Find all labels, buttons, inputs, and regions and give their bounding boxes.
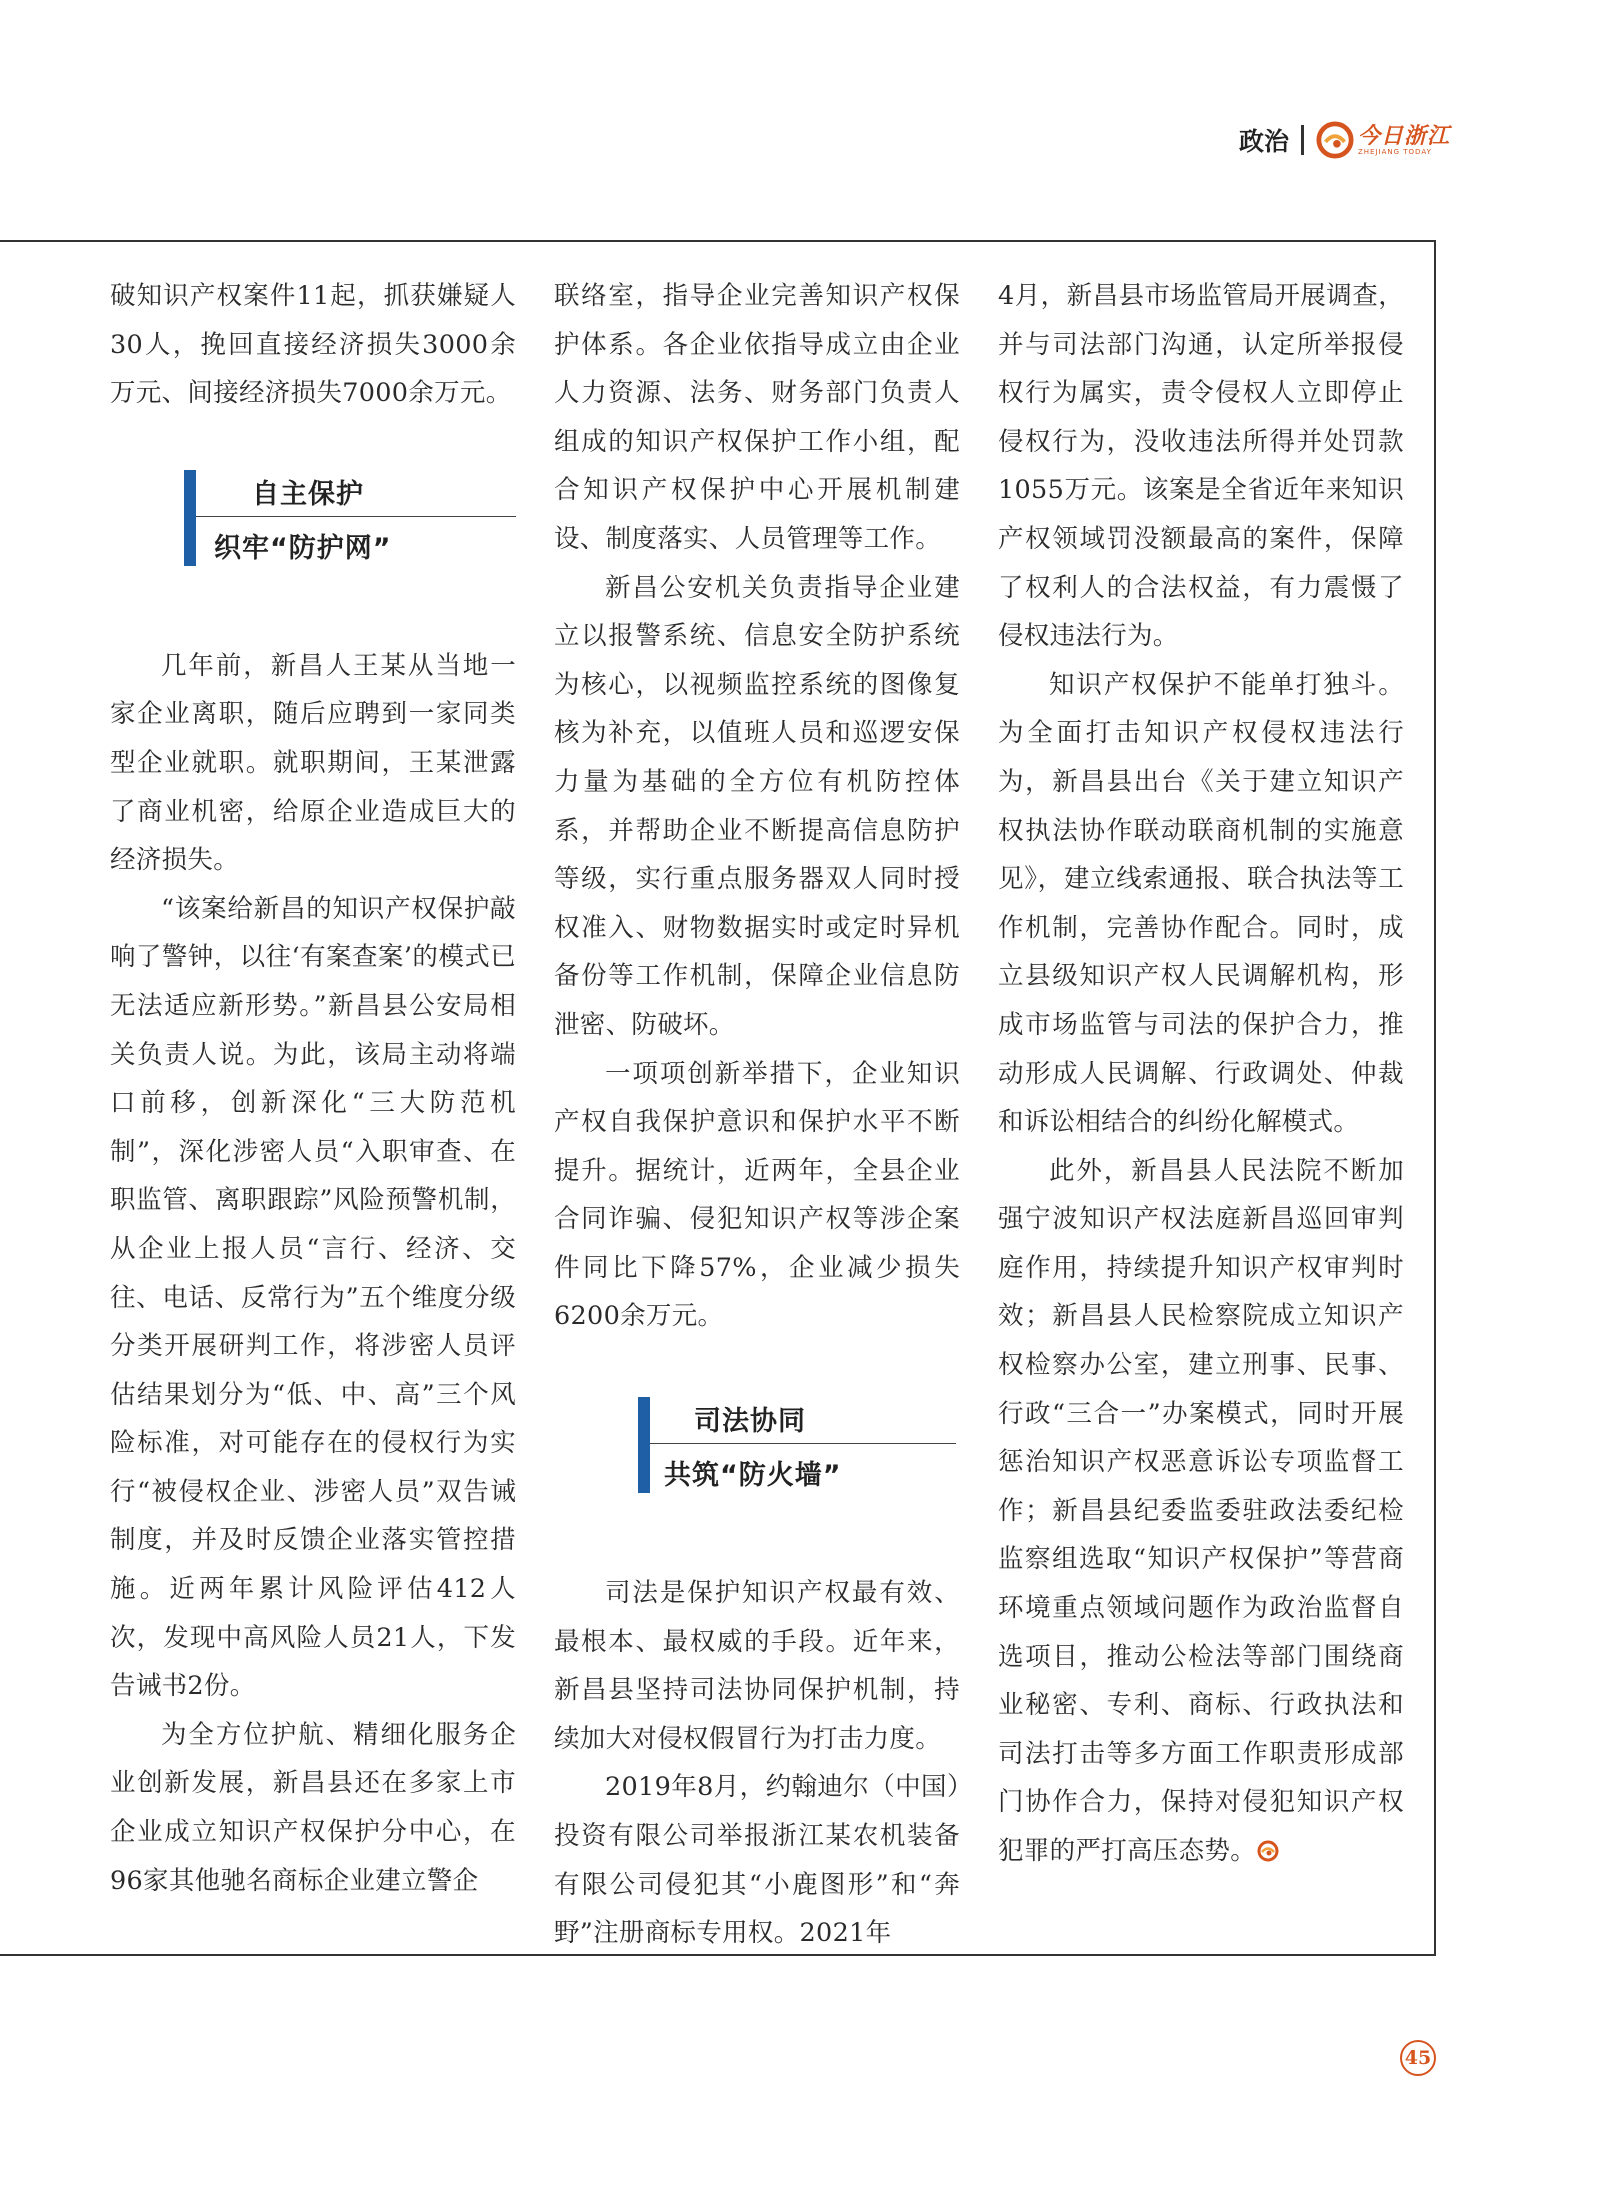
paragraph: 司法是保护知识产权最有效、最根本、最权威的手段。近年来，新昌县坚持司法协同保护机制，持续加大对侵权假冒行为打击力度。 (554, 1578, 960, 1754)
paragraph (998, 1147, 1404, 1876)
paragraph: 一项项创新举措下，企业知识产权自我保护意识和保护水平不断提升。据统计，近两年，全县企业合同诈骗、侵犯知识产权等涉企案件同比下降57%，企业减少损失6200余万元。 (554, 1058, 960, 1332)
paragraph: 2019年8月，约翰迪尔（中国）投资有限公司举报浙江某农机装备有限公司侵犯其“小鹿图形”和“奔野”注册商标专用权。2021年 (554, 1772, 960, 1949)
heading-rule (196, 516, 516, 517)
logo-text-en: ZHEJIANG TODAY (1357, 147, 1432, 156)
frame-right-rule (1434, 240, 1436, 1956)
paragraph: 几年前，新昌人王某从当地一家企业离职，随后应聘到一家同类型企业就职。就职期间，王某泄露了商业机密，给原企业造成巨大的经济损失。 (110, 650, 516, 876)
heading-subtitle: 织牢“防护网” (214, 532, 392, 564)
frame-top-rule (0, 240, 1436, 242)
heading-rule (650, 1443, 956, 1444)
paragraph: 新昌公安机关负责指导企业建立以报警系统、信息安全防护系统为核心，以视频监控系统的图像复核为补充，以值班人员和巡逻安保力量为基础的全方位有机防控体系，并帮助企业不断提高信息防护等级，实行重点服务器双人同时授权准入、财物数据实时或定时异机备份等工作机制，保障企业信息防泄密、防破坏。 (554, 572, 960, 1040)
paragraph: 知识产权保护不能单打独斗。为全面打击知识产权侵权违法行为，新昌县出台《关于建立知识产权执法协作联动联商机制的实施意见》，建立线索通报、联合执法等工作机制，完善协作配合。同时，成立县级知识产权人民调解机构，形成市场监管与司法的保护合力，推动形成人民调解、行政调处、仲裁和诉讼相结合的纠纷化解模式。 (998, 669, 1404, 1138)
header-divider (1301, 125, 1304, 155)
paragraph: 为全方位护航、精细化服务企业创新发展，新昌县还在多家上市企业成立知识产权保护分中心，在96家其他驰名商标企业建立警企 (110, 1719, 516, 1896)
paragraph: 破知识产权案件11起，抓获嫌疑人30人，挽回直接经济损失3000余万元、间接经济损失7000余万元。 (110, 281, 516, 409)
brand-logo (1316, 121, 1450, 159)
heading-accent-bar (638, 1397, 650, 1493)
section-heading-judicial-coordination (554, 1395, 960, 1513)
paragraph: 4月，新昌县市场监管局开展调查，并与司法部门沟通，认定所举报侵权行为属实，责令侵权人立即停止侵权行为，没收违法所得并处罚款1055万元。该案是全省近年来知识产权领域罚没额最高的案件，保障了权利人的合法权益，有力震慑了侵权违法行为。 (998, 281, 1404, 652)
section-tag: 政治 (1238, 127, 1289, 156)
heading-title: 司法协同 (694, 1406, 806, 1438)
article-column-2 (554, 272, 960, 1958)
article-end-icon (1256, 1839, 1280, 1863)
paragraph-text: 此外，新昌县人民法院不断加强宁波知识产权法庭新昌巡回审判庭作用，持续提升知识产权审判时效；新昌县人民检察院成立知识产权检察办公室，建立刑事、民事、行政“三合一”办案模式，同时开展惩治知识产权恶意诉讼专项监督工作；新昌县纪委监委驻政法委纪检监察组选取“知识产权保护”等营商环境重点领域问题作为政治监督自选项目，推动公检法等部门围绕商业秘密、专利、商标、行政执法和司法打击等多方面工作职责形成部门协作合力，保持对侵犯知识产权犯罪的严打高压态势。 (998, 1155, 1404, 1866)
paragraph: “该案给新昌的知识产权保护敲响了警钟，以往‘有案查案’的模式已无法适应新形势。”新昌县公安局相关负责人说。为此，该局主动将端口前移，创新深化“三大防范机制”，深化涉密人员“入职审查、在职监管、离职跟踪”风险预警机制，从企业上报人员“言行、经济、交往、电话、反常行为”五个维度分级分类开展研判工作，将涉密人员评估结果划分为“低、中、高”三个风险标准，对可能存在的侵权行为实行“被侵权企业、涉密人员”双告诫制度，并及时反馈企业落实管控措施。近两年累计风险评估412人次，发现中高风险人员21人，下发告诫书2份。 (110, 893, 516, 1702)
heading-accent-bar (184, 470, 196, 566)
page-number: 45 (1400, 2040, 1436, 2076)
article-column-1 (110, 272, 516, 1905)
page-header (1239, 118, 1450, 162)
brand-swirl-icon (1316, 121, 1354, 159)
article-column-3 (998, 272, 1404, 1876)
logo-text-cn: 今日浙江 (1357, 122, 1450, 149)
section-heading-self-protection (110, 468, 516, 586)
heading-subtitle: 共筑“防火墙” (664, 1460, 842, 1492)
heading-title: 自主保护 (252, 478, 364, 510)
paragraph: 联络室，指导企业完善知识产权保护体系。各企业依指导成立由企业人力资源、法务、财务部门负责人组成的知识产权保护工作小组，配合知识产权保护中心开展机制建设、制度落实、人员管理等工作。 (554, 281, 960, 554)
